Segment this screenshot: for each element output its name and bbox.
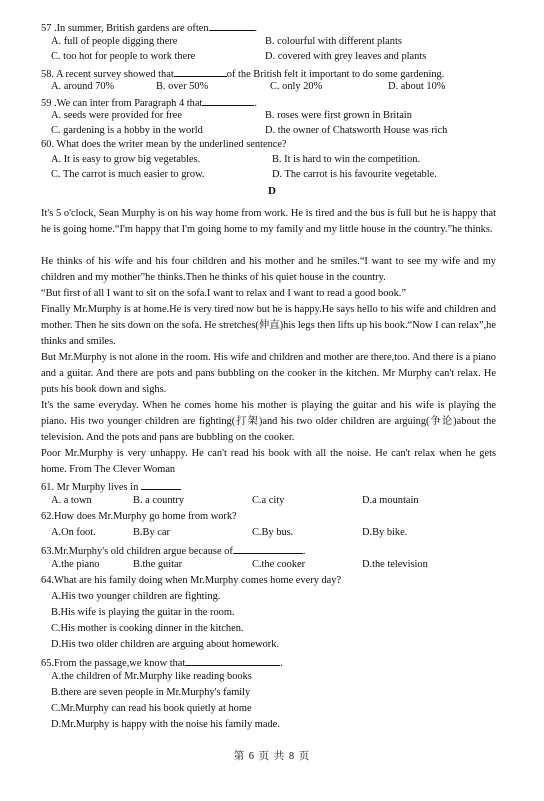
q60-option-b[interactable]: B. It is hard to win the competition. <box>272 154 421 165</box>
passage-paragraph-6: It's the same everyday. When he comes home his mother is playing the guitar and his wife is playing the piano. His two younger children are fighting(打架)and his two older children are arguing(争论)about the television. And the pots and pans are bubbling on the cooker. <box>41 400 496 444</box>
q57-option-c[interactable]: C. too hot for people to work there <box>51 51 196 62</box>
q60-option-d[interactable]: D. The carrot is his favourite vegetable. <box>272 169 437 180</box>
q59-option-d[interactable]: D. the owner of Chatsworth House was rich <box>265 125 448 136</box>
q64-option-c[interactable]: C.His mother is cooking dinner in the kitchen. <box>51 623 244 634</box>
q62-option-d[interactable]: D.By bike. <box>362 527 408 538</box>
passage-paragraph-2: He thinks of his wife and his four children and his mother and he smiles.“I want to see my wife and my children and my mother”he thinks.Then he thinks of his quiet house in the country. <box>41 256 496 284</box>
q57-option-b[interactable]: B. colourful with different plants <box>265 36 402 47</box>
passage-paragraph-4: Finally Mr.Murphy is at home.He is very tired now but he is happy.He says hello to his wife and children and mother. Then he sits down on the sofa. He stretches(伸直)his legs then lifts up his book.“Now I can relax”,he thinks and smiles. <box>41 304 496 348</box>
q65-option-a[interactable]: A.the children of Mr.Murphy like reading books <box>51 671 252 682</box>
q59-option-b[interactable]: B. roses were first grown in Britain <box>265 110 412 121</box>
q58-option-a[interactable]: A. around 70% <box>51 81 115 92</box>
q63-option-d[interactable]: D.the television <box>362 559 428 570</box>
q65-option-b[interactable]: B.there are seven people in Mr.Murphy's family <box>51 687 251 698</box>
q57-option-d[interactable]: D. covered with grey leaves and plants <box>265 51 427 62</box>
answer-blank[interactable] <box>233 544 303 554</box>
q60-option-c[interactable]: C. The carrot is much easier to grow. <box>51 169 205 180</box>
q61-option-b[interactable]: B. a country <box>133 495 185 506</box>
question-62-stem: 62.How does Mr.Murphy go home from work? <box>41 511 237 522</box>
answer-blank[interactable] <box>141 480 181 490</box>
q62-option-c[interactable]: C.By bus. <box>252 527 294 538</box>
q65-option-c[interactable]: C.Mr.Murphy can read his book quietly at home <box>51 703 252 714</box>
question-65-stem: 65.From the passage,we know that . <box>41 658 283 669</box>
page-number: 第 6 页 共 8 页 <box>233 751 311 762</box>
q63-option-b[interactable]: B.the guitar <box>133 559 183 570</box>
answer-blank[interactable] <box>185 656 280 666</box>
q64-option-a[interactable]: A.His two younger children are fighting. <box>51 591 221 602</box>
passage-paragraph-1: It's 5 o'clock, Sean Murphy is on his way home from work. He is tired and the bus is full but he is happy that he is going home.“I'm happy that I'm going home to my family and my little house in the country.”he thinks. <box>41 208 496 236</box>
q58-option-b[interactable]: B. over 50% <box>156 81 209 92</box>
q62-option-a[interactable]: A.On foot. <box>51 527 96 538</box>
passage-paragraph-3: “But first of all I want to sit on the sofa.I want to relax and I want to read a good book.” <box>41 288 407 299</box>
question-57-stem: 57 .In summer, British gardens are often . <box>41 23 258 34</box>
answer-blank[interactable] <box>174 67 227 77</box>
q61-option-c[interactable]: C.a city <box>252 495 285 506</box>
passage-paragraph-5: But Mr.Murphy is not alone in the room. His wife and children and mother are there,too. And there is a piano and a guitar. And there are pots and pans bubbling on the cooker in the kitchen. Mr Murphy can't relax. He puts his book down and sighs. <box>41 352 496 396</box>
q61-option-d[interactable]: D.a mountain <box>362 495 419 506</box>
question-63-stem: 63.Mr.Murphy's old children argue because of . <box>41 546 306 557</box>
answer-blank[interactable] <box>202 96 254 106</box>
q65-option-d[interactable]: D.Mr.Murphy is happy with the noise his family made. <box>51 719 280 730</box>
q62-option-b[interactable]: B.By car <box>133 527 170 538</box>
q60-option-a[interactable]: A. It is easy to grow big vegetables. <box>51 154 201 165</box>
q58-option-d[interactable]: D. about 10% <box>388 81 446 92</box>
q58-option-c[interactable]: C. only 20% <box>270 81 323 92</box>
question-59-stem: 59 .We can inter from Paragraph 4 that . <box>41 98 257 109</box>
q64-option-d[interactable]: D.His two older children are arguing about homework. <box>51 639 280 650</box>
question-60-stem: 60. What does the writer mean by the underlined sentence? <box>41 139 287 150</box>
section-heading: D <box>268 185 276 197</box>
question-61-stem: 61. Mr Murphy lives in <box>41 480 181 493</box>
q57-option-a[interactable]: A. full of people digging there <box>51 36 178 47</box>
question-64-stem: 64.What are his family doing when Mr.Murphy comes home every day? <box>41 575 342 586</box>
q59-option-a[interactable]: A. seeds were provided for free <box>51 110 182 121</box>
q64-option-b[interactable]: B.His wife is playing the guitar in the room. <box>51 607 235 618</box>
question-58-stem: 58. A recent survey showed that of the British felt it important to do some gardening. <box>41 69 445 80</box>
q59-option-c[interactable]: C. gardening is a hobby in the world <box>51 125 203 136</box>
q61-option-a[interactable]: A. a town <box>51 495 92 506</box>
q63-option-c[interactable]: C.the cooker <box>252 559 306 570</box>
q63-option-a[interactable]: A.the piano <box>51 559 100 570</box>
answer-blank[interactable] <box>209 21 255 31</box>
passage-paragraph-7: Poor Mr.Murphy is very unhappy. He can't read his book with all the noise. He can't relax when he gets home. From The Clever Woman <box>41 448 496 476</box>
